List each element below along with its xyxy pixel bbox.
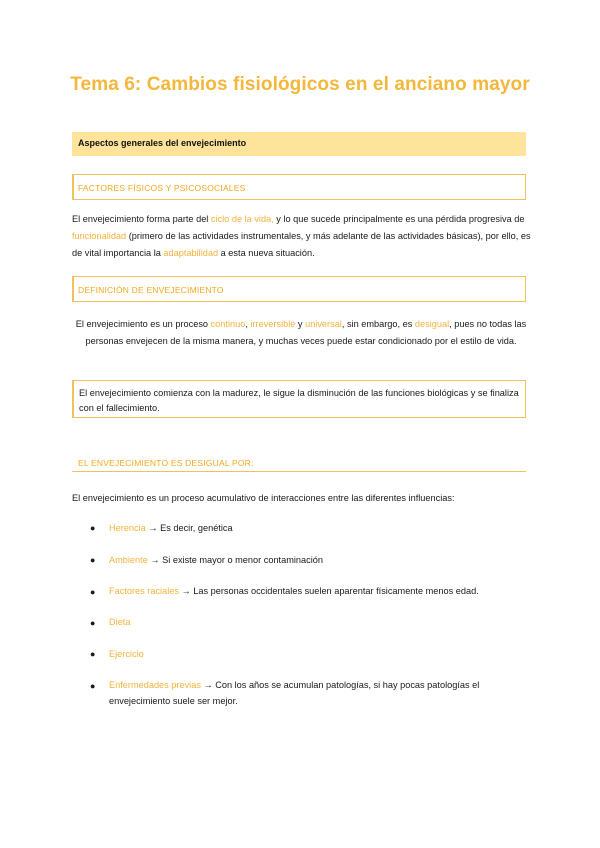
- arrow-separator: →: [145, 523, 161, 533]
- page-title: Tema 6: Cambios fisiológicos en el anciano mayor: [70, 74, 530, 95]
- note-text: El envejecimiento comienza con la madurez, le sigue la disminución de las funciones biológicas y se finaliza con el fallecimiento.: [79, 388, 519, 413]
- paragraph-definicion: [70, 316, 532, 350]
- topic-banner: [72, 132, 526, 156]
- list-item: [109, 614, 529, 630]
- list-desc: Con los años se acumulan patologías, si hay pocas patologías el envejecimiento suele ser mejor.: [109, 680, 480, 706]
- list-item: [109, 646, 529, 662]
- list-term: Enfermedades previas: [109, 680, 201, 690]
- section-title: FACTORES FÍSICOS Y PSICOSOCIALES: [78, 183, 246, 193]
- bullet-icon: ●: [90, 618, 96, 628]
- text-run: (primero de las actividades instrumentales, y más adelante de las actividades básicas), por ello, es de vital importancia la: [72, 231, 531, 258]
- highlight-text: funcionalidad: [72, 231, 127, 241]
- text-run: , sin embargo, es: [341, 319, 415, 329]
- banner-label: Aspectos generales del envejecimiento: [78, 138, 247, 148]
- text-run: ,: [245, 319, 251, 329]
- highlight-text: continuo: [210, 319, 246, 329]
- list-desc: Las personas occidentales suelen aparentar físicamente menos edad.: [193, 586, 479, 596]
- bullet-icon: ●: [90, 587, 96, 597]
- highlight-text: universal: [305, 319, 342, 329]
- highlight-text: adaptabilidad: [163, 248, 219, 258]
- text-run: El envejecimiento es un proceso: [75, 319, 211, 329]
- arrow-separator: →: [147, 555, 163, 565]
- text-run: El envejecimiento forma parte del: [72, 214, 211, 224]
- bullet-icon: ●: [90, 649, 96, 659]
- list-item: [109, 677, 529, 709]
- section-header-factores: [72, 174, 526, 200]
- text-run: a esta nueva situación.: [218, 248, 315, 258]
- list-desc: Es decir, genética: [160, 523, 233, 533]
- list-term: Ejercicio: [109, 649, 144, 659]
- list-desc: Si existe mayor o menor contaminación: [162, 555, 323, 565]
- paragraph-factores: [72, 211, 532, 262]
- bullet-icon: ●: [90, 555, 96, 565]
- arrow-separator: →: [178, 586, 194, 596]
- text-run: y: [295, 319, 306, 329]
- text-run: y lo que sucede principalmente es una pérdida progresiva de: [273, 214, 525, 224]
- section-title: EL ENVEJECIMIENTO ES DESIGUAL POR:: [78, 458, 254, 468]
- note-box: [72, 380, 526, 418]
- list-item: [109, 552, 529, 568]
- bullet-icon: ●: [90, 681, 96, 691]
- list-term: Dieta: [109, 617, 131, 627]
- list-item: [109, 583, 529, 599]
- section-title: DEFINICIÓN DE ENVEJECIMIENTO: [78, 285, 224, 295]
- bullet-icon: ●: [90, 523, 96, 533]
- highlight-text: desigual: [414, 319, 450, 329]
- text-run: , pues no todas las personas envejecen de la misma manera, y muchas veces puede estar condicionado por el estilo de vida.: [85, 319, 527, 346]
- section-header-definicion: [72, 276, 526, 302]
- highlight-text: ciclo de la vida,: [210, 214, 274, 224]
- list-term: Ambiente: [109, 555, 148, 565]
- section-header-desigual: [72, 452, 526, 472]
- list-item: [109, 520, 529, 536]
- list-term: Factores raciales: [109, 586, 179, 596]
- paragraph-intro-list: El envejecimiento es un proceso acumulativo de interacciones entre las diferentes influencias:: [72, 493, 455, 503]
- list-term: Herencia: [109, 523, 146, 533]
- arrow-separator: →: [200, 680, 216, 690]
- highlight-text: irreversible: [250, 319, 296, 329]
